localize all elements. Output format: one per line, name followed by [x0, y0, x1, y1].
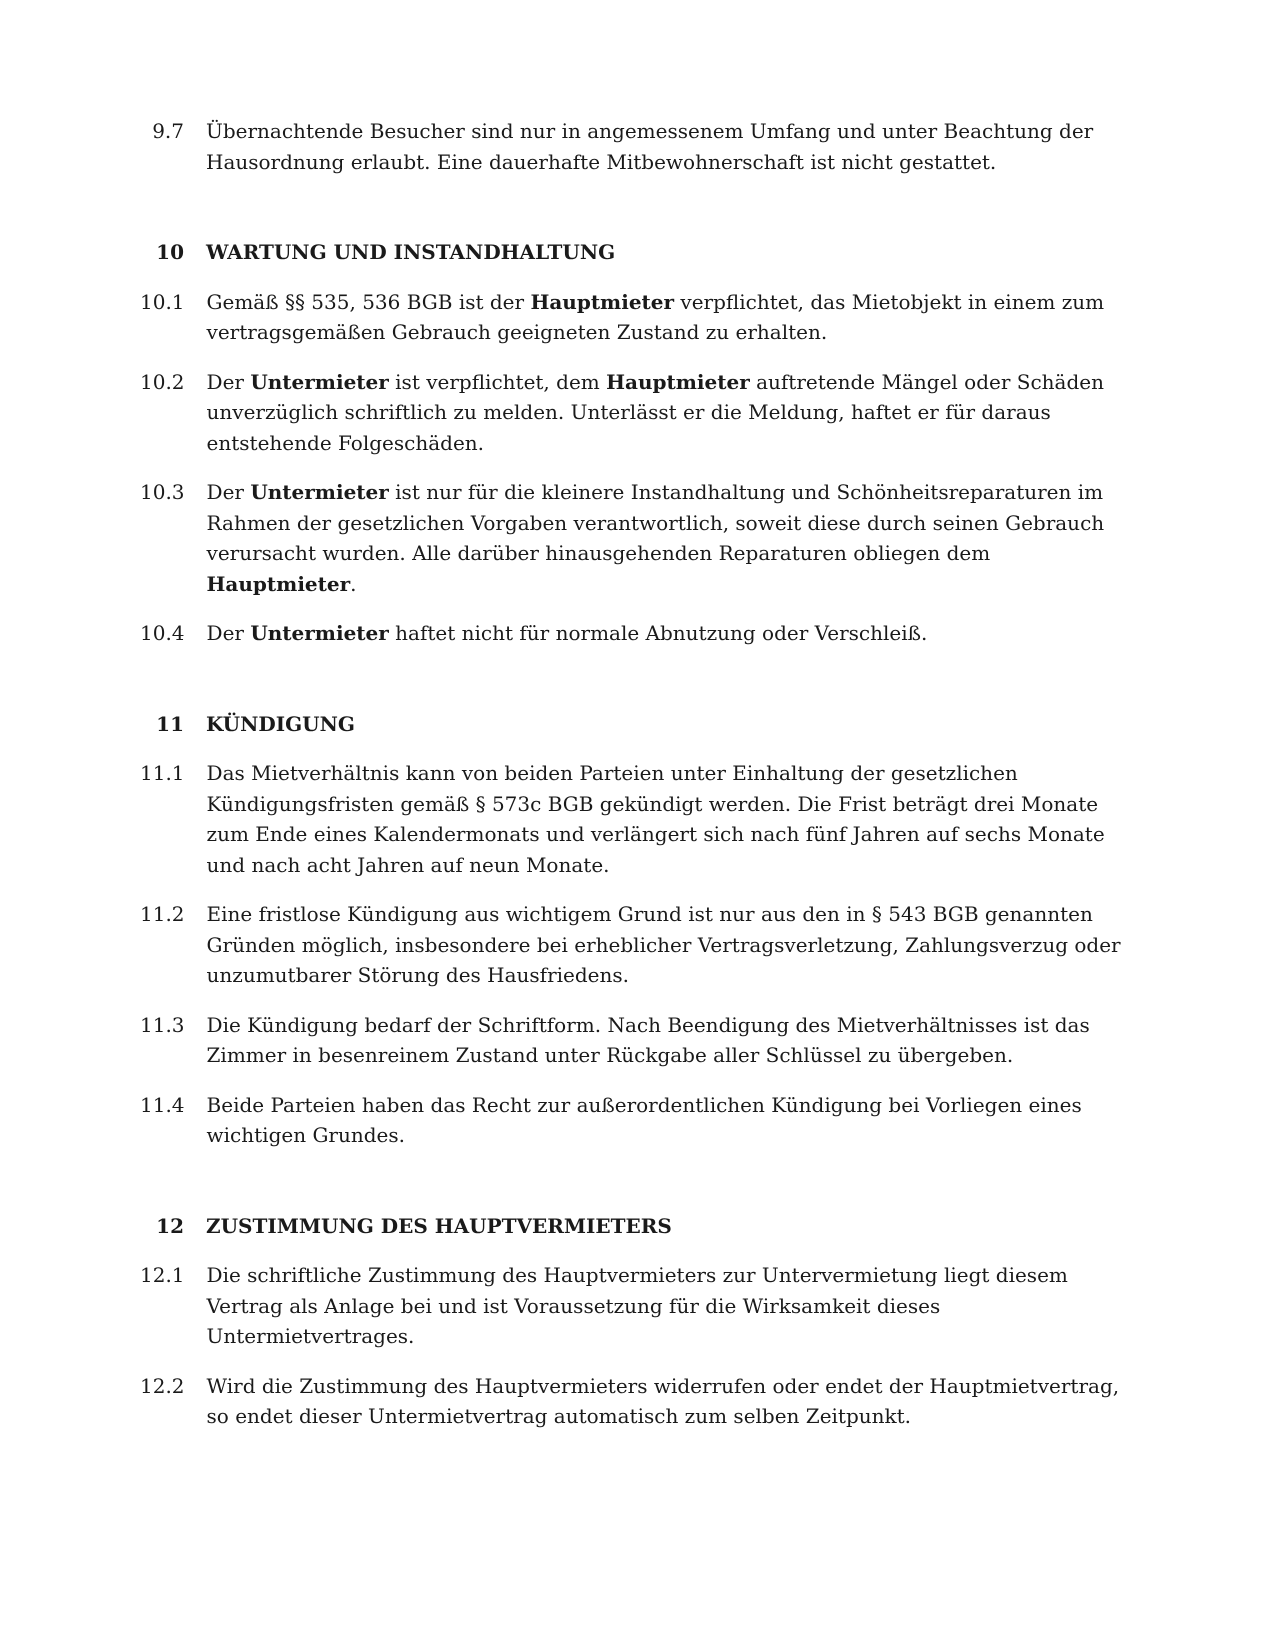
clause-text-part: Die Kündigung bedarf der Schriftform. Nach Beendigung des Mietverhältnisses ist das Zimmer in besenreinem Zustand unter Rückgabe aller Schlüssel zu übergeben.	[206, 1012, 1090, 1067]
clause-text	[207, 1010, 1130, 1071]
clause-text-part: Übernachtende Besucher sind nur in angemessenem Umfang und unter Beachtung der Hausordnung erlaubt. Eine dauerhafte Mitbewohnerschaft ist nicht gestattet.	[206, 119, 1094, 174]
clause-text-part: Der	[206, 369, 251, 394]
section-title: KÜNDIGUNG	[206, 711, 355, 736]
clause-text-part: Der	[206, 621, 251, 645]
clause-item	[140, 1010, 1130, 1071]
clause-text	[207, 758, 1130, 880]
clause-number: 12.1	[140, 1263, 185, 1287]
clause-text	[207, 287, 1130, 348]
section-number: 12	[156, 1213, 184, 1238]
clause-text-part: Wird die Zustimmung des Hauptvermieters widerrufen oder endet der Hauptmietvertrag, so endet dieser Untermietvertrag automatisch zum selben Zeitpunkt.	[206, 1373, 1120, 1428]
clause-item	[140, 899, 1130, 991]
party-term: Hauptmieter	[606, 369, 750, 394]
section-title: ZUSTIMMUNG DES HAUPTVERMIETERS	[206, 1213, 672, 1238]
clause-text-part: Gemäß §§ 535, 536 BGB ist der	[206, 289, 531, 314]
section-heading	[140, 709, 1130, 740]
clause-number: 11.1	[140, 761, 185, 785]
party-term: Untermieter	[250, 480, 389, 504]
clause-text	[207, 367, 1130, 459]
clause-text-part: haftet nicht für normale Abnutzung oder Verschleiß.	[388, 621, 928, 645]
clause-number: 10.1	[140, 289, 185, 314]
clause-item	[140, 618, 1130, 649]
clause-item	[140, 1260, 1130, 1352]
clause-number: 11.2	[140, 902, 185, 926]
clause-text	[207, 477, 1130, 599]
clause-number: 9.7	[152, 119, 184, 143]
party-term: Hauptmieter	[530, 289, 675, 314]
clause-text-part: Das Mietverhältnis kann von beiden Parteien unter Einhaltung der gesetzlichen Kündigungsfristen gemäß § 573c BGB gekündigt werden. Die Frist beträgt drei Monate zum Ende eines Kalendermonats und verlängert sich nach fünf Jahren auf sechs Monate und nach acht Jahren auf neun Monate.	[206, 761, 1105, 877]
party-term: Untermieter	[250, 621, 389, 645]
clause-item	[140, 758, 1130, 880]
clause-text-part: Eine fristlose Kündigung aus wichtigem Grund ist nur aus den in § 543 BGB genannten Gründen möglich, insbesondere bei erheblicher Vertragsverletzung, Zahlungsverzug oder unzumutbarer Störung des Hausfriedens.	[206, 902, 1121, 987]
clause-item	[140, 477, 1130, 599]
clause-text-part: Die schriftliche Zustimmung des Hauptvermieters zur Untervermietung liegt diesem Vertrag als Anlage bei und ist Voraussetzung für die Wirksamkeit dieses Untermietvertrages.	[206, 1263, 1068, 1348]
clause-number: 11.3	[140, 1012, 185, 1037]
clause-number: 10.2	[140, 369, 185, 394]
clause-text	[207, 1260, 1130, 1352]
clause-item	[140, 287, 1130, 348]
clause-text-part: ist nur für die kleinere Instandhaltung und Schönheitsreparaturen im Rahmen der gesetzlichen Vorgaben verantwortlich, soweit diese durch seinen Gebrauch verursacht wurden. Alle darüber hinausgehenden Reparaturen obliegen dem	[206, 480, 1105, 565]
clause-number: 12.2	[140, 1373, 185, 1398]
clause-text-part: verpflichtet, das Mietobjekt in einem zum vertragsgemäßen Gebrauch geeigneten Zustand zu erhalten.	[206, 289, 1105, 344]
clause-text	[206, 116, 1130, 177]
clause-text-part: Beide Parteien haben das Recht zur außerordentlichen Kündigung bei Vorliegen eines wichtigen Grundes.	[206, 1092, 1082, 1147]
clause-text	[207, 618, 1130, 649]
clause-number: 10.4	[140, 621, 185, 645]
section-heading	[140, 237, 1130, 268]
section-title: WARTUNG UND INSTANDHALTUNG	[206, 240, 616, 264]
clause-item	[140, 367, 1130, 459]
clause-number: 10.3	[140, 480, 185, 504]
section-number: 11	[156, 711, 184, 736]
clause-text	[207, 1090, 1130, 1151]
clause-item	[140, 1371, 1130, 1432]
clause-text	[207, 1371, 1130, 1432]
clause-item	[140, 116, 1130, 177]
clause-text	[207, 899, 1130, 991]
section-heading	[140, 1211, 1130, 1242]
party-term: Untermieter	[250, 369, 389, 394]
clause-text-part: auftretende Mängel oder Schäden unverzüglich schriftlich zu melden. Unterlässt er die Meldung, haftet er für daraus entstehende Folgeschäden.	[206, 369, 1104, 455]
clause-text-part: Der	[206, 480, 251, 504]
document-body	[140, 116, 1130, 1451]
clause-text-part: .	[350, 571, 357, 596]
party-term: Hauptmieter	[206, 571, 351, 596]
clause-text-part: ist verpflichtet, dem	[388, 369, 607, 394]
clause-number: 11.4	[140, 1092, 185, 1117]
section-number: 10	[156, 240, 184, 264]
clause-item	[140, 1090, 1130, 1151]
